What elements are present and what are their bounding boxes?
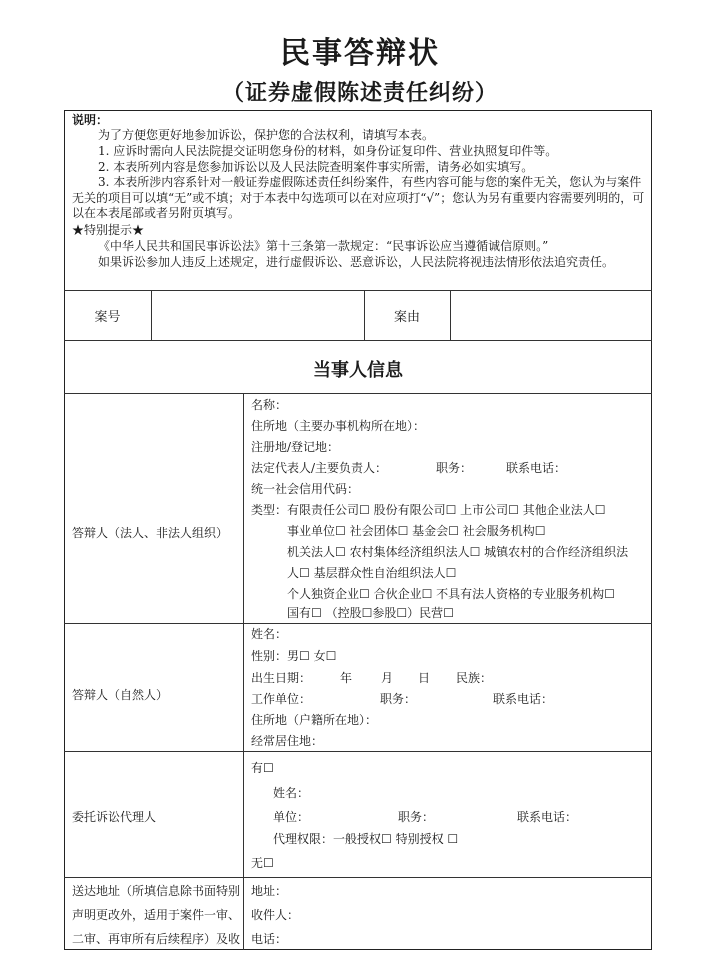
natural-employer-field[interactable]: 工作单位： [251,692,312,706]
divider [64,877,652,878]
service-recipient-field[interactable]: 收件人： [251,908,300,922]
service-address-label-line-3: 二审、再审所有后续程序）及收 [72,932,241,946]
natural-birth-field[interactable]: 出生日期： [251,671,312,685]
case-number-label: 案号 [94,310,121,325]
agent-unit-field[interactable]: 单位： [273,810,310,824]
instructions-item-3: 3. 本表所涉内容系针对一般证券虚假陈述责任纠纷案件，有些内容可能与您的案件无关，您认为与案件无关的项目可以填“无”或不填；对于本表中勾选项可以在对应项打“√”；您认为另有重要内容需要列明的，可以在本表尾部或者另附页填写。 [72,175,645,220]
agent-position-field[interactable]: 职务： [398,810,435,824]
agent-phone-field[interactable]: 联系电话： [517,810,578,824]
service-address-label-line-1: 送达地址（所填信息除书面特别 [72,884,241,898]
natural-name-field[interactable]: 姓名： [251,627,288,641]
party-info-title: 当事人信息 [313,360,403,381]
divider [243,393,244,950]
birth-day-label: 日 [418,671,431,685]
org-name-field[interactable]: 名称： [251,398,288,412]
org-defendant-label: 答辩人（法人、非法人组织） [72,526,229,540]
org-type-line-2[interactable]: 事业单位☐ 社会团体☐ 基金会☐ 社会服务机构☐ [287,524,546,538]
org-type-line-6[interactable]: 国有☐ （控股☐参股☐）民营☐ [287,606,454,620]
org-type-line-5[interactable]: 个人独资企业☐ 合伙企业☐ 不具有法人资格的专业服务机构☐ [287,587,615,601]
special-notice-label: ★特别提示★ [72,223,145,237]
birth-year-label: 年 [340,671,353,685]
law-quote: 《中华人民共和国民事诉讼法》第十三条第一款规定：“民事诉讼应当遵循诚信原则。” [98,239,549,253]
natural-residence-field[interactable]: 经常居住地： [251,734,324,748]
service-address-label-line-2: 声明更改外，适用于案件一审、 [72,908,241,922]
divider [64,393,652,394]
document-title: 民事答辩状 [280,36,440,71]
divider [64,751,652,752]
natural-gender-field[interactable]: 性别：男☐ 女☐ [251,649,337,663]
natural-phone-field[interactable]: 联系电话： [493,692,554,706]
instructions-item-1: 1. 应诉时需向人民法院提交证明您身份的材料，如身份证复印件、营业执照复印件等。 [98,144,558,158]
agent-label: 委托诉讼代理人 [72,810,157,824]
org-type-line-1[interactable]: 类型：有限责任公司☐ 股份有限公司☐ 上市公司☐ 其他企业法人☐ [251,503,606,517]
agent-none-checkbox[interactable]: 无☐ [251,856,274,870]
agent-authority-options[interactable]: 代理权限：一般授权☐ 特别授权 ☐ [273,832,459,846]
natural-ethnicity-field[interactable]: 民族： [456,671,493,685]
instructions-intro: 为了方便您更好地参加诉讼，保护您的合法权利，请填写本表。 [98,128,435,142]
org-phone-field[interactable]: 联系电话： [506,461,567,475]
natural-domicile-field[interactable]: 住所地（户籍所在地）： [251,713,378,727]
divider [64,290,652,291]
org-type-line-3[interactable]: 机关法人☐ 农村集体经济组织法人☐ 城镇农村的合作经济组织法 [287,545,629,559]
instructions-item-2: 2. 本表所列内容是您参加诉讼以及人民法院查明案件事实所需，请务必如实填写。 [98,160,534,174]
divider [64,623,652,624]
natural-defendant-label: 答辩人（自然人） [72,688,169,702]
service-address-field[interactable]: 地址： [251,884,288,898]
integrity-warning: 如果诉讼参加人违反上述规定，进行虚假诉讼、恶意诉讼，人民法院将视违法情形依法追究责任。 [98,255,615,269]
service-phone-field[interactable]: 电话： [251,932,288,946]
org-position-field[interactable]: 职务： [436,461,473,475]
agent-name-field[interactable]: 姓名： [273,786,310,800]
org-credit-code-field[interactable]: 统一社会信用代码： [251,482,360,496]
org-domicile-field[interactable]: 住所地（主要办事机构所在地）： [251,419,426,433]
instructions-label: 说明： [72,113,109,127]
divider [151,290,152,340]
org-type-line-4[interactable]: 人☐ 基层群众性自治组织法人☐ [287,566,457,580]
org-legal-rep-field[interactable]: 法定代表人/主要负责人： [251,461,388,475]
divider [64,340,652,341]
natural-position-field[interactable]: 职务： [380,692,417,706]
divider [450,290,451,340]
agent-has-checkbox[interactable]: 有☐ [251,761,274,775]
document-subtitle: （证券虚假陈述责任纠纷） [221,80,498,106]
case-cause-label: 案由 [393,310,420,325]
birth-month-label: 月 [381,671,394,685]
org-registered-field[interactable]: 注册地/登记地： [251,440,340,454]
